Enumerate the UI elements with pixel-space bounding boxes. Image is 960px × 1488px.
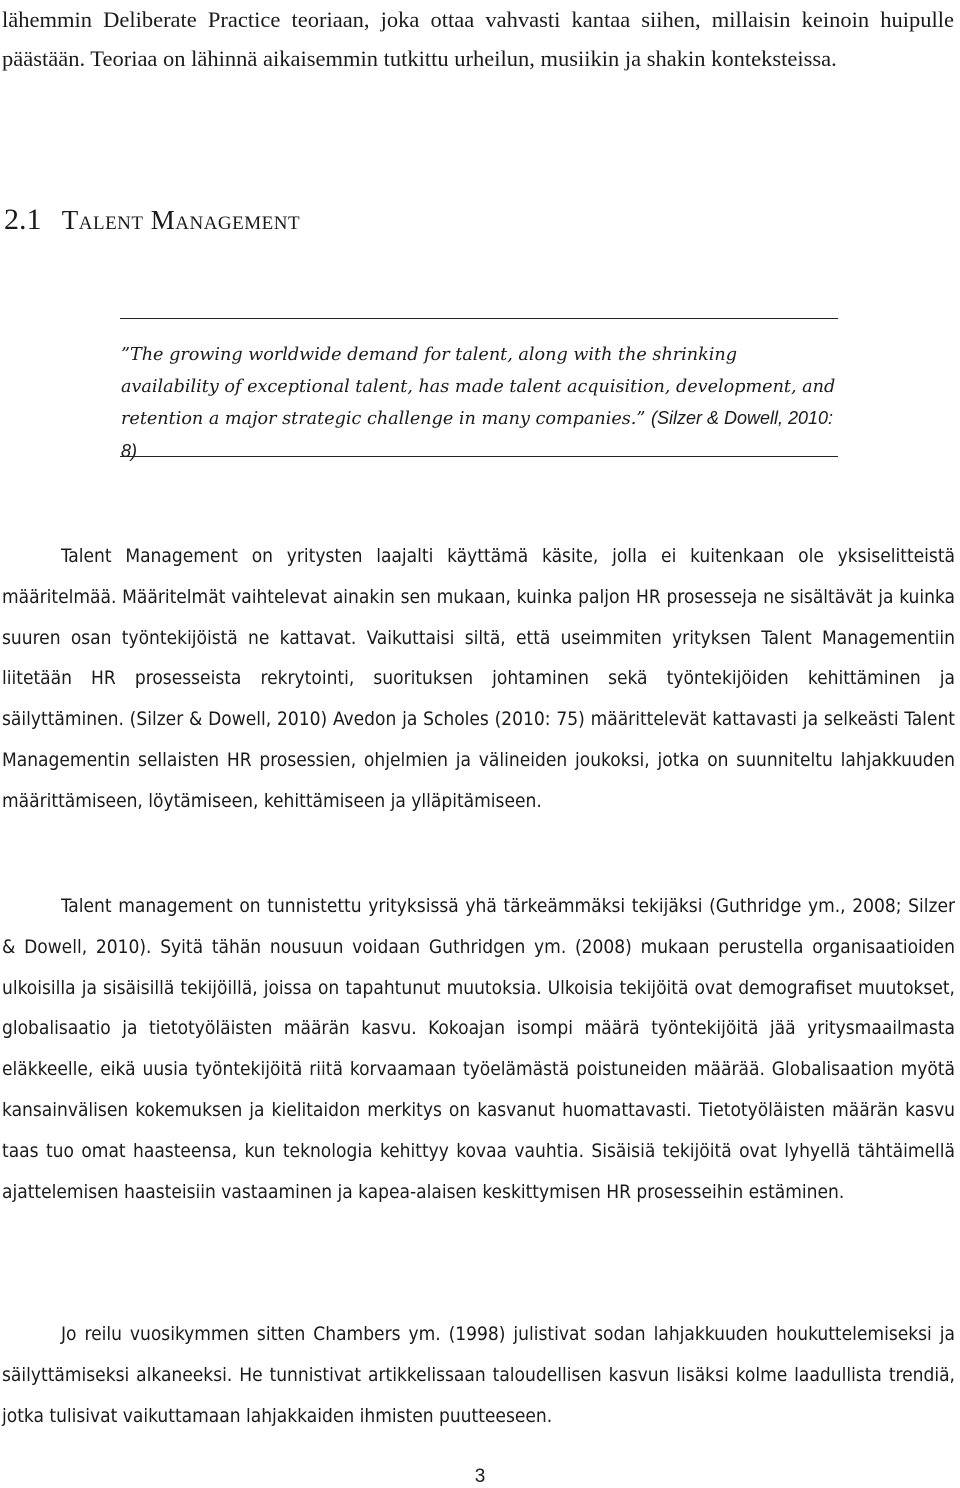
quote-citation: (Silzer & Dowell, 2010: 8) <box>121 408 834 461</box>
block-quote <box>121 340 837 468</box>
body-paragraph: Talent Management on yritysten laajalti käyttämä käsite, jolla ei kuitenkaan ole yksiselitteistä määritelmää. Määritelmät vaihtelevat ainakin sen mukaan, kuinka paljon HR prosesseja ne sisältävät ja kuinka suuren osan työntekijöistä ne kattavat. Vaikuttaisi siltä, että useimmiten yrityksen Talent Managementiin liitetään HR prosesseista rekrytointi, suorituksen johtaminen sekä työntekijöiden kehittäminen ja säilyttäminen. (Silzer & Dowell, 2010) Avedon ja Scholes (2010: 75) määrittelevät kattavasti ja selkeästi Talent Managementin sellaisten HR prosessien, ohjelmien ja välineiden joukoksi, jotka on suunniteltu lahjakkuuden määrittämiseen, löytämiseen, kehittämiseen ja ylläpitämiseen. <box>2 545 955 812</box>
intro-paragraph: lähemmin Deliberate Practice teoriaan, joka ottaa vahvasti kantaa siihen, millaisin keinoin huipulle päästään. Teoriaa on lähinnä aikaisemmin tutkittu urheilun, musiikin ja shakin konteksteissa. <box>2 7 954 71</box>
quote-text: ”The growing worldwide demand for talent, along with the shrinking availability of exceptional talent, has made talent acquisition, development, and retention a major strategic challenge in many companies.” <box>121 345 836 429</box>
quote-top-rule <box>120 318 838 319</box>
section-heading <box>4 200 300 240</box>
body-paragraph: Jo reilu vuosikymmen sitten Chambers ym. (1998) julistivat sodan lahjakkuuden houkuttelemiseksi ja säilyttämiseksi alkaneeksi. He tunnistivat artikkelissaan taloudellisen kasvun lisäksi kolme laadullista trendiä, jotka tulisivat vaikuttamaan lahjakkaiden ihmisten puutteeseen. <box>2 1323 955 1427</box>
body-paragraph: Talent management on tunnistettu yrityksissä yhä tärkeämmäksi tekijäksi (Guthridge ym., 2008; Silzer & Dowell, 2010). Syitä tähän nousuun voidaan Guthridgen ym. (2008) mukaan perustella organisaatioiden ulkoisilla ja sisäisillä tekijöillä, joissa on tapahtunut muutoksia. Ulkoisia tekijöitä ovat demografiset muutokset, globalisaatio ja tietotyöläisten määrän kasvu. Kokoajan isompi määrä työntekijöitä jää yritysmaailmasta eläkkeelle, eikä uusia työntekijöitä riitä korvaamaan työelämästä poistuneiden määrää. Globalisaation myötä kansainvälisen kokemuksen ja kielitaidon merkitys on kasvanut huomattavasti. Tietotyöläisten määrän kasvu taas tuo omat haasteensa, kun teknologia kehittyy kovaa vauhtia. Sisäisiä tekijöitä ovat lyhyellä tähtäimellä ajattelemisen haasteisiin vastaaminen ja kapea-alaisen keskittymisen HR prosesseihin estäminen. <box>2 895 955 1203</box>
section-title: Talent Management <box>61 205 301 235</box>
quote-bottom-rule <box>120 456 838 457</box>
page-number: 3 <box>474 1466 486 1487</box>
section-number: 2.1 <box>4 203 42 236</box>
